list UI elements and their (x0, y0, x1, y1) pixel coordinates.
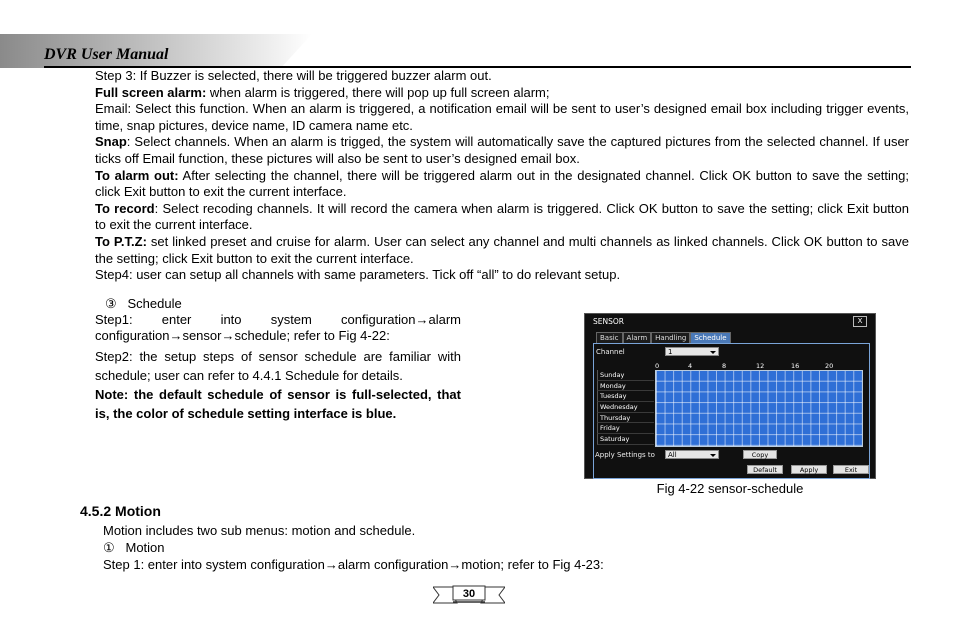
motion-text (103, 522, 604, 573)
day-label: Thursday (597, 413, 654, 424)
day-label: Monday (597, 381, 654, 392)
motion-line: ① Motion (103, 540, 165, 555)
intro-line: Snap: Select channels. When an alarm is trigged, the system will automatically save the captured pictures from the selected channel. If user ticks off Email function, these pictures will also be sent to user’s designed email box. (95, 134, 909, 166)
motion-line: Step 1: enter into system configuration→alarm configuration→motion; refer to Fig 4-23: (103, 557, 604, 572)
intro-line: To P.T.Z: set linked preset and cruise for alarm. User can select any channel and multi channels as linked channels. Click OK button to save the setting; click Exit button to exit the current interface. (95, 233, 909, 266)
schedule-step2: Step2: the setup steps of sensor schedule are familiar with schedule; user can refer to 4.4.1 Schedule for details. (95, 349, 461, 383)
schedule-heading: ③ Schedule (105, 296, 182, 311)
intro-line: Full screen alarm: when alarm is triggered, there will pop up full screen alarm; (95, 84, 550, 100)
schedule-step1: Step1: enter into system configuration→alarm configuration→sensor→schedule; refer to Fig 4-22: (95, 312, 461, 343)
section-heading: 4.5.2 Motion (80, 503, 161, 519)
intro-line: Step4: user can setup all channels with same parameters. Tick off “all” to do relevant setup. (95, 267, 621, 283)
day-label: Tuesday (597, 391, 654, 402)
motion-line: Motion includes two sub menus: motion and schedule. (103, 523, 416, 538)
default-button[interactable]: Default (747, 465, 783, 474)
day-label: Wednesday (597, 402, 654, 413)
schedule-grid[interactable] (655, 370, 863, 447)
tab-handling[interactable]: Handling (651, 332, 690, 343)
apply-button[interactable]: Apply (791, 465, 827, 474)
hour-label: 0 (655, 362, 660, 370)
copy-button[interactable]: Copy (743, 450, 777, 459)
intro-line: Email: Select this function. When an alarm is triggered, a notification email will be sent to user’s designed email box including trigger events, time, snap pictures, device name, ID camera name etc. (95, 101, 909, 133)
hour-labels (655, 362, 861, 370)
schedule-note: Note: the default schedule of sensor is full-selected, that is, the color of schedule setting interface is blue. (95, 387, 461, 421)
figure-caption: Fig 4-22 sensor-schedule (656, 481, 804, 496)
intro-text (95, 68, 909, 284)
intro-line: To alarm out: After selecting the channel, there will be triggered alarm out in the designated channel. Click OK button to save the setting; click Exit button to exit the current interface. (95, 167, 909, 200)
hour-label: 20 (825, 362, 834, 370)
page-number-badge (433, 584, 505, 606)
manual-title: DVR User Manual (44, 46, 169, 63)
day-labels (597, 370, 654, 445)
day-label: Friday (597, 423, 654, 434)
page-number: 30 (462, 588, 476, 600)
intro-line: Step 3: If Buzzer is selected, there will be triggered buzzer alarm out. (95, 68, 492, 83)
apply-settings-label: Apply Settings to (595, 451, 655, 459)
schedule-section (95, 296, 461, 344)
channel-label: Channel (596, 348, 625, 356)
apply-settings-select[interactable]: All (665, 450, 719, 459)
tab-schedule[interactable]: Schedule (690, 332, 730, 343)
tab-basic[interactable]: Basic (596, 332, 623, 343)
hour-label: 4 (688, 362, 693, 370)
hour-label: 16 (791, 362, 800, 370)
ss-title: SENSOR (593, 317, 624, 326)
day-label: Sunday (597, 370, 654, 381)
ss-tabs (596, 332, 731, 343)
hour-label: 12 (756, 362, 765, 370)
intro-line: To record: Select recoding channels. It will record the camera when alarm is triggered. Click OK button to save the setting; click Exit button to exit the current interface. (95, 200, 909, 233)
schedule-section-2 (95, 347, 461, 423)
close-icon[interactable]: X (853, 316, 867, 327)
exit-button[interactable]: Exit (833, 465, 869, 474)
day-label: Saturday (597, 434, 654, 445)
sensor-schedule-screenshot (584, 313, 876, 479)
tab-alarm[interactable]: Alarm (623, 332, 652, 343)
hour-label: 8 (722, 362, 727, 370)
channel-select[interactable]: 1 (665, 347, 719, 356)
